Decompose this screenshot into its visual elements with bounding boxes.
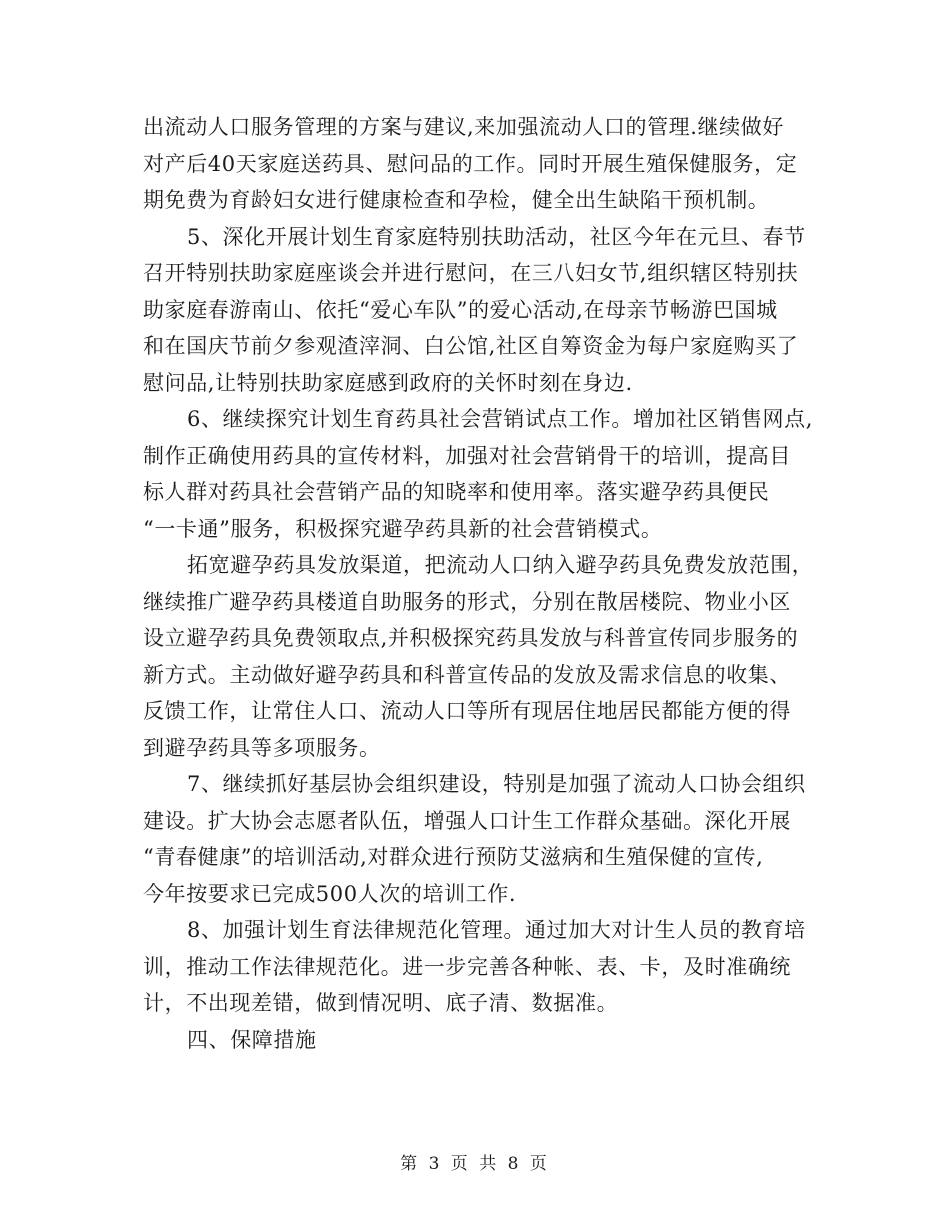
text-line: 继续推广避孕药具楼道自助服务的形式，分别在散居楼院、物业小区 xyxy=(143,589,791,614)
text-line: 设立避孕药具免费领取点,并积极探究药具发放与科普宣传同步服务的 xyxy=(143,626,799,650)
paragraph-start-line: 5、深化开展计划生育家庭特别扶助活动，社区今年在元旦、春节 xyxy=(187,224,806,249)
text-line: 建设。扩大协会志愿者队伍，增强人口计生工作群众基础。深化开展 xyxy=(143,808,791,833)
text-line: 反馈工作，让常住人口、流动人口等所有现居住地居民都能方便的得 xyxy=(143,699,791,723)
text-line: 计，不出现差错，做到情况明、底子清、数据准。 xyxy=(143,991,619,1015)
text-line: 助家庭春游南山、依托“爱心车队”的爱心活动,在母亲节畅游巴国城 xyxy=(143,297,778,322)
page-number-footer: 第 3 页 共 8 页 xyxy=(400,1154,550,1174)
section-heading: 四、保障措施 xyxy=(187,1027,317,1052)
text-line: 制作正确使用药具的宣传材料，加强对社会营销骨干的培训，提高目 xyxy=(143,443,791,468)
text-line: 对产后40天家庭送药具、慰问品的工作。同时开展生殖保健服务，定 xyxy=(143,151,798,176)
paragraph-start-line: 7、继续抓好基层协会组织建设，特别是加强了流动人口协会组织 xyxy=(187,772,806,796)
text-line: 标人群对药具社会营销产品的知晓率和使用率。落实避孕药具便民 xyxy=(143,480,770,504)
document-body xyxy=(143,109,833,1058)
text-line: 训，推动工作法律规范化。进一步完善各种帐、表、卡，及时准确统 xyxy=(143,954,791,979)
paragraph-start-line: 拓宽避孕药具发放渠道，把流动人口纳入避孕药具免费发放范围， xyxy=(187,553,814,577)
text-line: 到避孕药具等多项服务。 xyxy=(143,735,381,760)
text-line: 召开特别扶助家庭座谈会并进行慰问，在三八妇女节,组织辖区特别扶 xyxy=(143,261,799,285)
text-line: “一卡通”服务，积极探究避孕药具新的社会营销模式。 xyxy=(143,516,663,541)
text-line: 出流动人口服务管理的方案与建议,来加强流动人口的管理.继续做好 xyxy=(143,115,784,139)
text-line: 期免费为育龄妇女进行健康检查和孕检，健全出生缺陷干预机制。 xyxy=(143,188,770,212)
paragraph-start-line: 6、继续探究计划生育药具社会营销试点工作。增加社区销售网点, xyxy=(187,407,814,431)
text-line: 和在国庆节前夕参观渣滓洞、白公馆,社区自筹资金为每户家庭购买了 xyxy=(143,334,799,358)
text-line: 新方式。主动做好避孕药具和科普宣传品的发放及需求信息的收集、 xyxy=(143,662,791,687)
paragraph-start-line: 8、加强计划生育法律规范化管理。通过加大对计生人员的教育培 xyxy=(187,918,806,942)
text-line: “青春健康”的培训活动,对群众进行预防艾滋病和生殖保健的宣传, xyxy=(143,845,764,869)
text-line: 今年按要求已完成500人次的培训工作. xyxy=(143,881,517,906)
text-line: 慰问品,让特别扶助家庭感到政府的关怀时刻在身边. xyxy=(143,370,633,395)
